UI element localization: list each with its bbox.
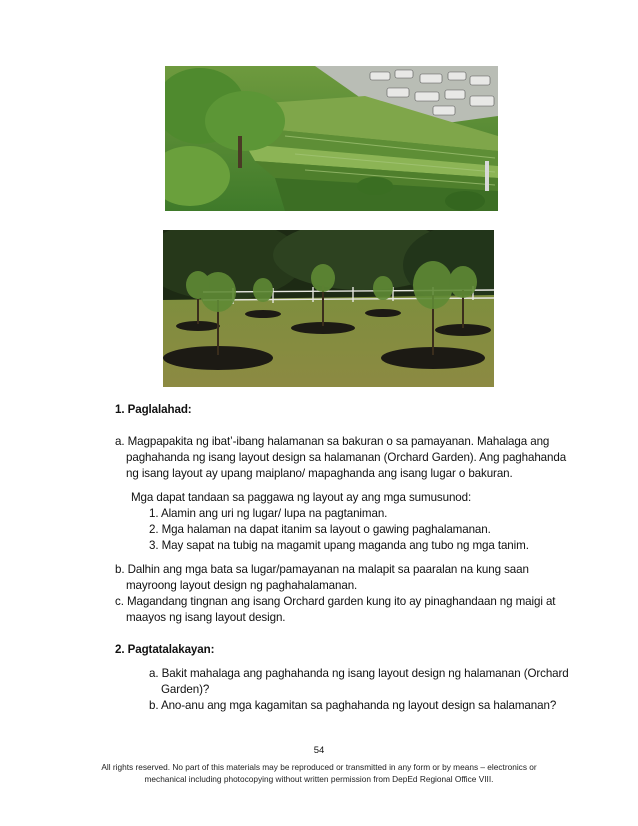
garden-terraces-photo — [165, 66, 498, 211]
copyright-line2: mechanical including photocopying without written permission from DepEd Regional Office VIII. — [144, 774, 494, 784]
section2-b-line1: b. Ano-anu ang mga kagamitan sa paghahanda ng layout design sa halamanan? — [149, 699, 557, 712]
orchard-garden-photo — [163, 230, 494, 387]
section2-heading: 2. Pagtatalakayan: — [115, 643, 215, 656]
orchard-photo-icon — [163, 230, 494, 387]
section2-a-line2: Garden)? — [161, 683, 210, 696]
section1-c-line1: c. Magandang tingnan ang isang Orchard garden kung ito ay pinaghandaan ng maigi at — [115, 595, 556, 608]
list-item: 2. Mga halaman na dapat itanim sa layout o gawing paghalamanan. — [149, 523, 491, 536]
section1-a-line1: a. Magpapakita ng ibat’-ibang halamanan sa bakuran o sa pamayanan. Mahalaga ang — [115, 435, 550, 448]
section1-c-line2: maayos ng isang layout design. — [126, 611, 286, 624]
section1-b-line2: mayroong layout design ng paghahalamanan. — [126, 579, 358, 592]
section1-a-line3: ng isang layout ay upang maiplano/ mapaghanda ang isang lugar o bakuran. — [126, 467, 513, 480]
page-number: 54 — [313, 745, 325, 756]
copyright-line1: All rights reserved. No part of this materials may be reproduced or transmitted in any form or by means – electronics or — [101, 762, 537, 772]
section1-b-line1: b. Dalhin ang mga bata sa lugar/pamayanan na malapit sa paaralan na kung saan — [115, 563, 529, 576]
section1-a-line2: paghahanda ng isang layout design sa halamanan (Orchard Garden). Ang paghahanda — [126, 451, 567, 464]
section1-heading: 1. Paglalahad: — [115, 403, 192, 416]
list-item: 3. May sapat na tubig na magamit upang maganda ang tubo ng mga tanim. — [149, 539, 529, 552]
section2-a-line1: a. Bakit mahalaga ang paghahanda ng isang layout design ng halamanan (Orchard — [149, 667, 569, 680]
list-item: 1. Alamin ang uri ng lugar/ lupa na pagtaniman. — [149, 507, 388, 520]
garden-photo-icon — [165, 66, 498, 211]
reminder-intro: Mga dapat tandaan sa paggawa ng layout ay ang mga sumusunod: — [131, 491, 472, 504]
